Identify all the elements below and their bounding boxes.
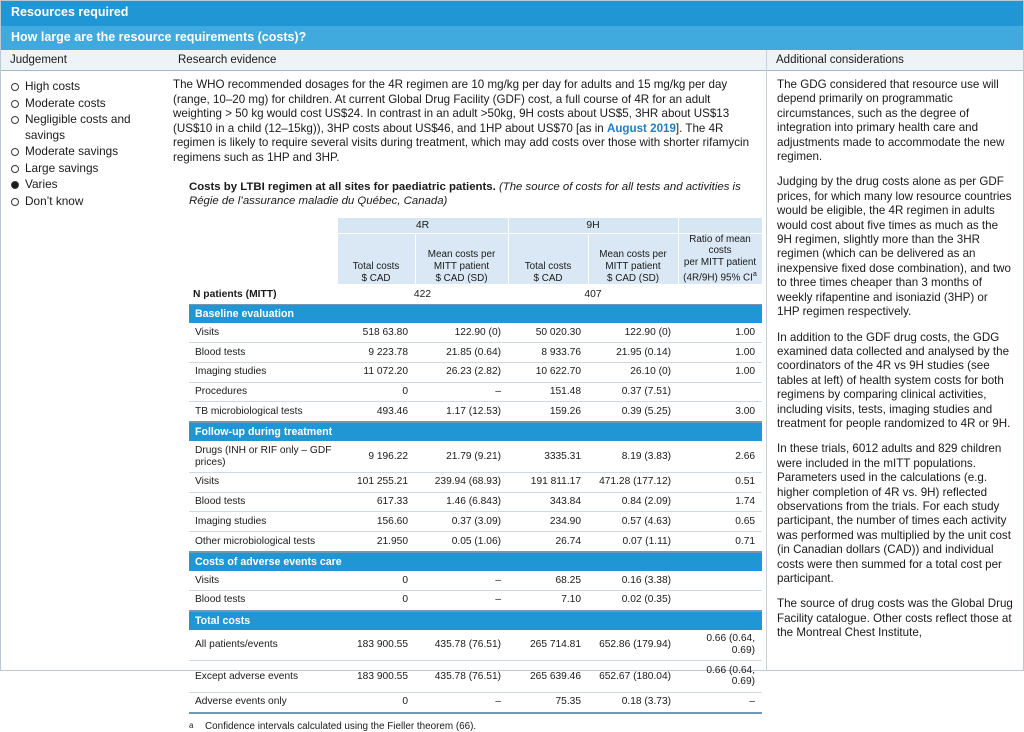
table-cell-value: 0: [337, 382, 415, 402]
table-cell-value: 435.78 (76.51): [415, 630, 508, 661]
table-footnote: [189, 721, 756, 732]
table-cell-value: 0: [337, 590, 415, 610]
cost-table-subheader: Ratio of mean costs per MITT patient (4R/9H) 95% $CI^a$: [678, 233, 762, 285]
table-row: [189, 571, 762, 590]
table-cell-value: 343.84: [508, 492, 588, 512]
cost-table-section-header: [189, 422, 762, 441]
table-cell-value: 156.60: [337, 512, 415, 532]
table-cell-value: 0.39 (5.25): [588, 402, 678, 422]
evidence-text-part2: ]. The 4R regimen is likely to require several visits during treatment, which may add costs over those with shorter rifamycin regimens such as 1HP and 3HP.: [173, 121, 750, 164]
table-row-label: Procedures: [189, 382, 337, 402]
table-row: [189, 323, 762, 342]
n-patients-9h: 407: [508, 285, 678, 305]
table-row: [189, 492, 762, 512]
cost-table-section-title: Follow-up during treatment: [189, 422, 762, 441]
table-cell-value: 183 900.55: [337, 661, 415, 693]
table-cell-value: 8 933.76: [508, 343, 588, 363]
table-cell-value: 1.46 (6.843): [415, 492, 508, 512]
evidence-paragraph: [173, 78, 756, 166]
table-row-label: Blood tests: [189, 343, 337, 363]
radio-unselected-icon[interactable]: [11, 148, 19, 156]
table-cell-value: 265 714.81: [508, 630, 588, 661]
table-cell-value: 471.28 (177.12): [588, 472, 678, 492]
table-cell-value: 26.74: [508, 532, 588, 552]
table-cell-value: 122.90 (0): [415, 323, 508, 342]
table-cell-value: –: [415, 571, 508, 590]
judgement-option-list: [11, 79, 163, 209]
radio-unselected-icon[interactable]: [11, 116, 19, 124]
table-cell-value: 3335.31: [508, 441, 588, 472]
footnote-text: Confidence intervals calculated using the Fieller theorem (66).: [205, 720, 477, 732]
table-cell-value: 0: [337, 571, 415, 590]
additional-consideration-paragraph: In addition to the GDF drug costs, the GDG examined data collected and analysed by the coordinators of the 4R vs 9H studies (see tables at left) of health system costs for both regimens by comparing clinical activities, including visits, tests, imaging studies and treatment for people randomized to 4R or 9H.: [777, 330, 1011, 430]
judgement-option-label: Moderate costs: [25, 95, 106, 110]
table-cell-value: 0.66 (0.64, 0.69): [678, 630, 762, 661]
judgement-option-label: Large savings: [25, 160, 99, 175]
table-cell-value: 493.46: [337, 402, 415, 422]
cost-table-body: [189, 285, 762, 713]
table-cell-value: 518 63.80: [337, 323, 415, 342]
judgement-option[interactable]: [11, 177, 163, 193]
additional-consideration-paragraph: The source of drug costs was the Global Drug Facility catalogue. Other costs reflect those at the Montreal Chest Institute,: [777, 597, 1013, 640]
table-cell-value: 151.48: [508, 382, 588, 402]
table-row: [189, 630, 762, 661]
table-row-label: Visits: [189, 472, 337, 492]
group-header-4r: 4R: [337, 217, 508, 233]
table-cell-value: 0.66 (0.64, 0.69): [678, 661, 762, 693]
radio-unselected-icon[interactable]: [11, 198, 19, 206]
table-cell-value: 0.07 (1.11): [588, 532, 678, 552]
group-header-blank: [189, 217, 337, 233]
table-cell-value: 9 196.22: [337, 441, 415, 472]
additional-considerations-text: [777, 78, 1013, 641]
radio-selected-icon[interactable]: [11, 181, 19, 189]
table-row-label: Blood tests: [189, 590, 337, 610]
table-cell-value: 26.23 (2.82): [415, 362, 508, 382]
cost-table-head: [189, 217, 762, 285]
table-cell-value: 159.26: [508, 402, 588, 422]
table-cell-value: 1.17 (12.53): [415, 402, 508, 422]
judgement-option-label: Varies: [25, 177, 58, 191]
table-cell-value: 101 255.21: [337, 472, 415, 492]
table-cell-value: 652.67 (180.04): [588, 661, 678, 693]
table-cell-value: 21.95 (0.14): [588, 343, 678, 363]
table-row: [189, 441, 762, 472]
table-cell-value: 0.18 (3.73): [588, 692, 678, 712]
table-cell-value: 0.51: [678, 472, 762, 492]
panel-body: [1, 71, 1023, 732]
cost-table-section-header: [189, 305, 762, 324]
judgement-option[interactable]: [11, 79, 163, 95]
cost-table-section-header: [189, 552, 762, 571]
research-evidence-column: [169, 71, 766, 732]
table-cell-value: 652.86 (179.94): [588, 630, 678, 661]
additional-consideration-paragraph: The GDG considered that resource use will depend primarily on programmatic circumstances, such as the degree of integration into primary health care and adjustments made to accommodate the new regimen.: [777, 78, 1005, 164]
table-cell-value: –: [415, 382, 508, 402]
table-cell-value: 0.57 (4.63): [588, 512, 678, 532]
table-row: [189, 382, 762, 402]
table-cell-value: 75.35: [508, 692, 588, 712]
table-cell-value: [678, 571, 762, 590]
cost-table-section-header: [189, 611, 762, 630]
table-row: [189, 512, 762, 532]
additional-consideration-paragraph: Judging by the drug costs alone as per GDF prices, for which many low resource countries would be eligible, the 4R regimen in adults would cost about five times as much as the 9H regimen, slightly more than the 3HR regimen (which can be delivered as an inexpensive fixed dose combination), and two to three times cheaper than 3 months of weekly rifapentine and isoniazid (3HP) or 1HP regimen respectively.: [777, 175, 1012, 319]
evidence-text-part1: The WHO recommended dosages for the 4R regimen are 10 mg/kg per day for adults and 15 mg/kg per day (range, 10–20 mg) for children. At current Global Drug Facility (GDF) cost, a full course of 4R for an adult weighting > 50 kg would cost US$24. In contrast in an adult >50kg, 9H costs about US$5, 3HR about US$13 (US$10 in a child (12–15kg)), 3HP costs about US$46, and 1HP about US$70 [as in: [173, 78, 730, 135]
judgement-option[interactable]: [11, 194, 163, 210]
n-patients-label: N patients (MITT): [189, 285, 337, 305]
n-patients-ratio: [678, 285, 762, 305]
judgement-option[interactable]: [11, 96, 163, 112]
table-cell-value: 7.10: [508, 590, 588, 610]
table-cell-value: 21.950: [337, 532, 415, 552]
cost-table-subheader: Mean costs per MITT patient $ CAD (SD): [415, 233, 508, 285]
radio-unselected-icon[interactable]: [11, 83, 19, 91]
table-caption: [189, 180, 756, 209]
table-cell-value: 21.85 (0.64): [415, 343, 508, 363]
table-cell-value: 265 639.46: [508, 661, 588, 693]
banner-question: How large are the resource requirements (costs)?: [1, 26, 1023, 50]
judgement-column: [1, 71, 169, 671]
table-cell-value: 191 811.17: [508, 472, 588, 492]
cost-table-section-title: Costs of adverse events care: [189, 552, 762, 571]
column-header-judgement: Judgement: [10, 54, 67, 66]
cost-table-group-header-row: [189, 217, 762, 233]
table-cell-value: 0.71: [678, 532, 762, 552]
table-row: [189, 402, 762, 422]
table-row: [189, 590, 762, 610]
table-cell-value: 239.94 (68.93): [415, 472, 508, 492]
banner-title: Resources required: [1, 1, 1023, 26]
judgement-option[interactable]: [11, 112, 163, 143]
cost-table-section-title: Baseline evaluation: [189, 305, 762, 324]
table-cell-value: 8.19 (3.83): [588, 441, 678, 472]
cost-table-section-title: Total costs: [189, 611, 762, 630]
table-cell-value: 26.10 (0): [588, 362, 678, 382]
table-cell-value: 1.00: [678, 323, 762, 342]
table-row: [189, 472, 762, 492]
cost-table: [189, 217, 763, 714]
table-cell-value: 435.78 (76.51): [415, 661, 508, 693]
additional-considerations-column: [766, 71, 1023, 671]
cost-table-subheader-row: [189, 233, 762, 285]
cost-table-subheader: Total costs $ CAD: [337, 233, 415, 285]
column-header-research-evidence: Research evidence: [178, 54, 277, 66]
table-cell-value: –: [415, 692, 508, 712]
footnote-marker: a: [189, 720, 194, 730]
table-cell-value: –: [678, 692, 762, 712]
table-row-label: Blood tests: [189, 492, 337, 512]
table-cell-value: 617.33: [337, 492, 415, 512]
additional-consideration-paragraph: In these trials, 6012 adults and 829 children were included in the mITT populations. Parameters used in the calculations (e.g. higher completion of 4R vs. 9H) reflected observations from the trials. For each study participant, the number of times each activity was performed was multiplied by the unit cost (in Canadian dollars (CAD)) and individual costs were then summed for a total cost per participant.: [777, 442, 1011, 585]
table-cell-value: 122.90 (0): [588, 323, 678, 342]
august-2019-link[interactable]: August 2019: [606, 121, 676, 135]
cost-table-subheader: Mean costs per MITT patient $ CAD (SD): [588, 233, 678, 285]
table-cell-value: 0.37 (3.09): [415, 512, 508, 532]
table-cell-value: 0.37 (7.51): [588, 382, 678, 402]
table-row: [189, 692, 762, 712]
table-row-label: Drugs (INH or RIF only – GDF prices): [189, 441, 337, 472]
n-patients-4r: 422: [337, 285, 508, 305]
cost-table-subheader: Total costs $ CAD: [508, 233, 588, 285]
table-cell-value: 68.25: [508, 571, 588, 590]
table-cell-value: 0.65: [678, 512, 762, 532]
radio-unselected-icon[interactable]: [11, 165, 19, 173]
table-row: [189, 532, 762, 552]
table-row-label: Visits: [189, 323, 337, 342]
column-header-additional-considerations: Additional considerations: [766, 50, 1023, 71]
table-cell-value: 0.16 (3.38): [588, 571, 678, 590]
table-cell-value: 1.74: [678, 492, 762, 512]
judgement-option-label: High costs: [25, 79, 81, 93]
table-caption-source: (The source of costs for all tests and activities is Régie de l’assurance maladie du Québec, Canada): [189, 180, 741, 208]
table-cell-value: 21.79 (9.21): [415, 441, 508, 472]
table-cell-value: 0.05 (1.06): [415, 532, 508, 552]
table-row-label: Imaging studies: [189, 362, 337, 382]
n-patients-row: [189, 285, 762, 305]
column-header-strip: [1, 50, 1023, 71]
subheader-blank: [189, 233, 337, 285]
table-row-label: Other microbiological tests: [189, 532, 337, 552]
table-cell-value: 2.66: [678, 441, 762, 472]
group-header-9h: 9H: [508, 217, 678, 233]
table-cell-value: 0.02 (0.35): [588, 590, 678, 610]
table-row: [189, 343, 762, 363]
table-cell-value: 11 072.20: [337, 362, 415, 382]
table-row: [189, 661, 762, 693]
table-row-label: All patients/events: [189, 630, 337, 661]
table-cell-value: 50 020.30: [508, 323, 588, 342]
table-caption-bold: Costs by LTBI regimen at all sites for paediatric patients.: [189, 180, 496, 193]
judgement-option[interactable]: [11, 144, 163, 160]
judgement-option-label: Negligible costs and savings: [25, 112, 131, 142]
table-cell-value: 0.84 (2.09): [588, 492, 678, 512]
table-cell-value: –: [415, 590, 508, 610]
table-cell-value: [678, 382, 762, 402]
table-cell-value: 183 900.55: [337, 630, 415, 661]
table-row-label: Imaging studies: [189, 512, 337, 532]
table-cell-value: 3.00: [678, 402, 762, 422]
table-cell-value: 0: [337, 692, 415, 712]
table-cell-value: [678, 590, 762, 610]
judgement-option-label: Don’t know: [25, 193, 84, 208]
table-cell-value: 9 223.78: [337, 343, 415, 363]
table-cell-value: 10 622.70: [508, 362, 588, 382]
group-header-ratio-blank: [678, 217, 762, 233]
judgement-option[interactable]: [11, 161, 163, 177]
table-cell-value: 1.00: [678, 362, 762, 382]
table-row-label: Visits: [189, 571, 337, 590]
table-row: [189, 362, 762, 382]
judgement-option-label: Moderate savings: [25, 144, 119, 158]
table-cell-value: 234.90: [508, 512, 588, 532]
radio-unselected-icon[interactable]: [11, 100, 19, 108]
table-row-label: Adverse events only: [189, 692, 337, 712]
table-row-label: Except adverse events: [189, 661, 337, 693]
table-cell-value: 1.00: [678, 343, 762, 363]
table-row-label: TB microbiological tests: [189, 402, 337, 422]
